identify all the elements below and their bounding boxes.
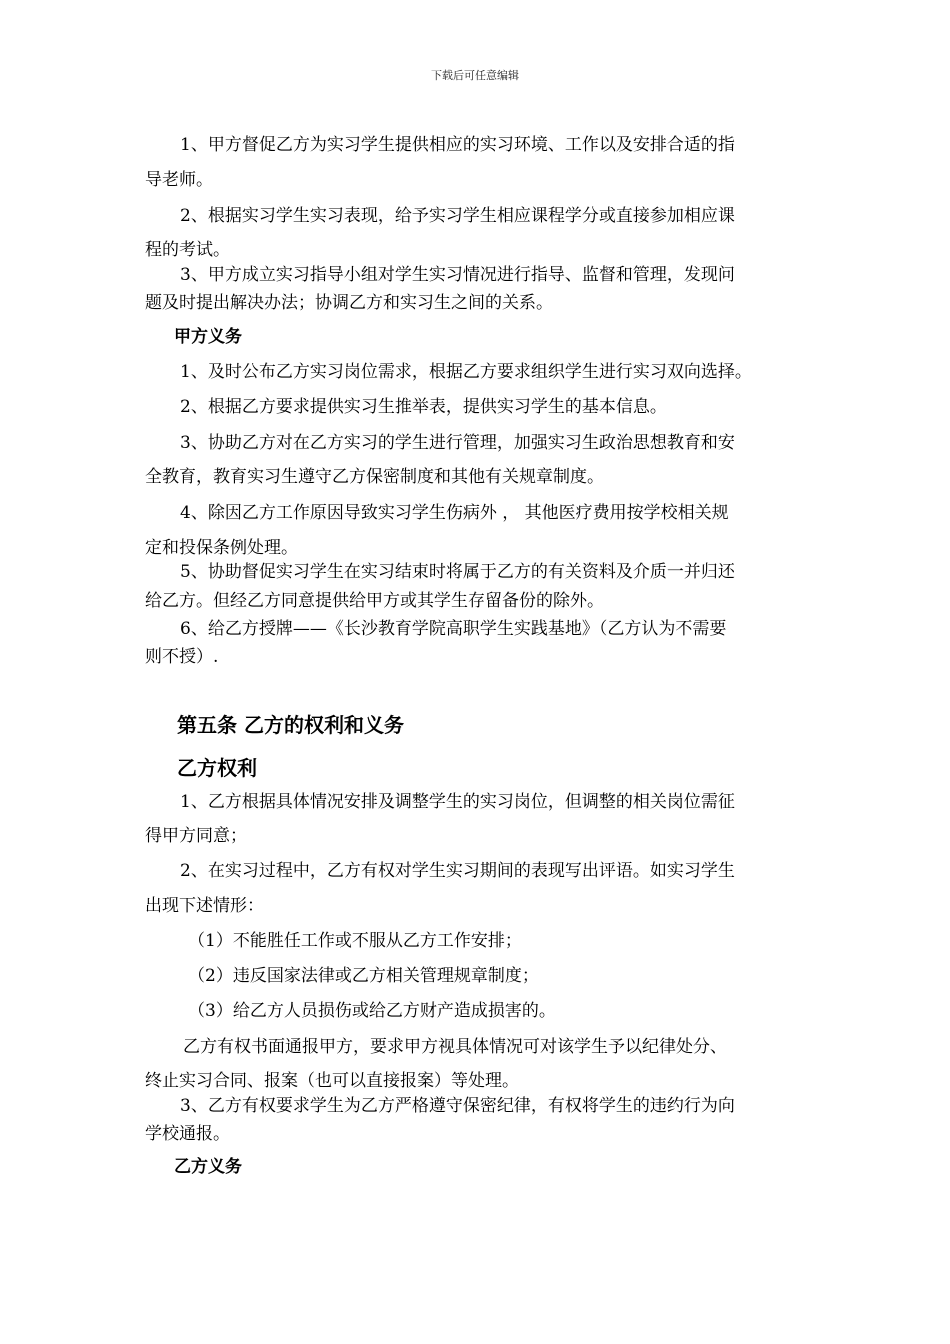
list-item: （1）不能胜任工作或不服从乙方工作安排； <box>188 931 522 951</box>
paragraph-line: 3、乙方有权要求学生为乙方严格遵守保密纪律，有权将学生的违约行为向 <box>180 1096 735 1116</box>
paragraph-line: 1、甲方督促乙方为实习学生提供相应的实习环境、工作以及安排合适的指 <box>180 135 735 155</box>
heading-yi-rights: 乙方权利 <box>177 756 257 780</box>
paragraph-line: 导老师。 <box>145 170 213 190</box>
paragraph-line: 3、协助乙方对在乙方实习的学生进行管理，加强实习生政治思想教育和安 <box>180 433 735 453</box>
paragraph-line: 则不授）. <box>145 647 219 667</box>
paragraph-line: 全教育，教育实习生遵守乙方保密制度和其他有关规章制度。 <box>145 467 604 487</box>
article-five-title: 第五条 乙方的权利和义务 <box>177 713 404 737</box>
paragraph-line: 出现下述情形： <box>145 896 264 916</box>
paragraph-line: 乙方有权书面通报甲方，要求甲方视具体情况可对该学生予以纪律处分、 <box>183 1037 727 1057</box>
paragraph-line: 学校通报。 <box>145 1124 230 1144</box>
paragraph-line: 1、及时公布乙方实习岗位需求，根据乙方要求组织学生进行实习双向选择。 <box>180 362 752 382</box>
paragraph-line: 得甲方同意； <box>145 826 247 846</box>
paragraph-line: 2、在实习过程中，乙方有权对学生实习期间的表现写出评语。如实习学生 <box>180 861 735 881</box>
paragraph-line: 2、根据乙方要求提供实习生推举表，提供实习学生的基本信息。 <box>180 397 667 417</box>
paragraph-line: 题及时提出解决办法；协调乙方和实习生之间的关系。 <box>145 293 553 313</box>
heading-jia-obligations: 甲方义务 <box>174 327 242 347</box>
paragraph-line: 程的考试。 <box>145 240 230 260</box>
paragraph-line: 2、根据实习学生实习表现，给予实习学生相应课程学分或直接参加相应课 <box>180 206 735 226</box>
paragraph-line: 1、乙方根据具体情况安排及调整学生的实习岗位，但调整的相关岗位需征 <box>180 792 735 812</box>
paragraph-line: 给乙方。但经乙方同意提供给甲方或其学生存留备份的除外。 <box>145 591 604 611</box>
paragraph-line: 定和投保条例处理。 <box>145 538 298 558</box>
page-header: 下载后可任意编辑 <box>431 69 519 82</box>
paragraph-line: 5、协助督促实习学生在实习结束时将属于乙方的有关资料及介质一并归还 <box>180 562 735 582</box>
paragraph-line: 6、给乙方授牌——《长沙教育学院高职学生实践基地》（乙方认为不需要 <box>180 619 727 639</box>
list-item: （2）违反国家法律或乙方相关管理规章制度； <box>188 966 539 986</box>
paragraph-line: 终止实习合同、报案（也可以直接报案）等处理。 <box>145 1071 519 1091</box>
heading-yi-obligations: 乙方义务 <box>174 1157 242 1177</box>
paragraph-line: 3、甲方成立实习指导小组对学生实习情况进行指导、监督和管理，发现问 <box>180 265 735 285</box>
paragraph-line: 4、除因乙方工作原因导致实习学生伤病外 ， 其他医疗费用按学校相关规 <box>180 503 729 523</box>
list-item: （3）给乙方人员损伤或给乙方财产造成损害的。 <box>188 1001 556 1021</box>
